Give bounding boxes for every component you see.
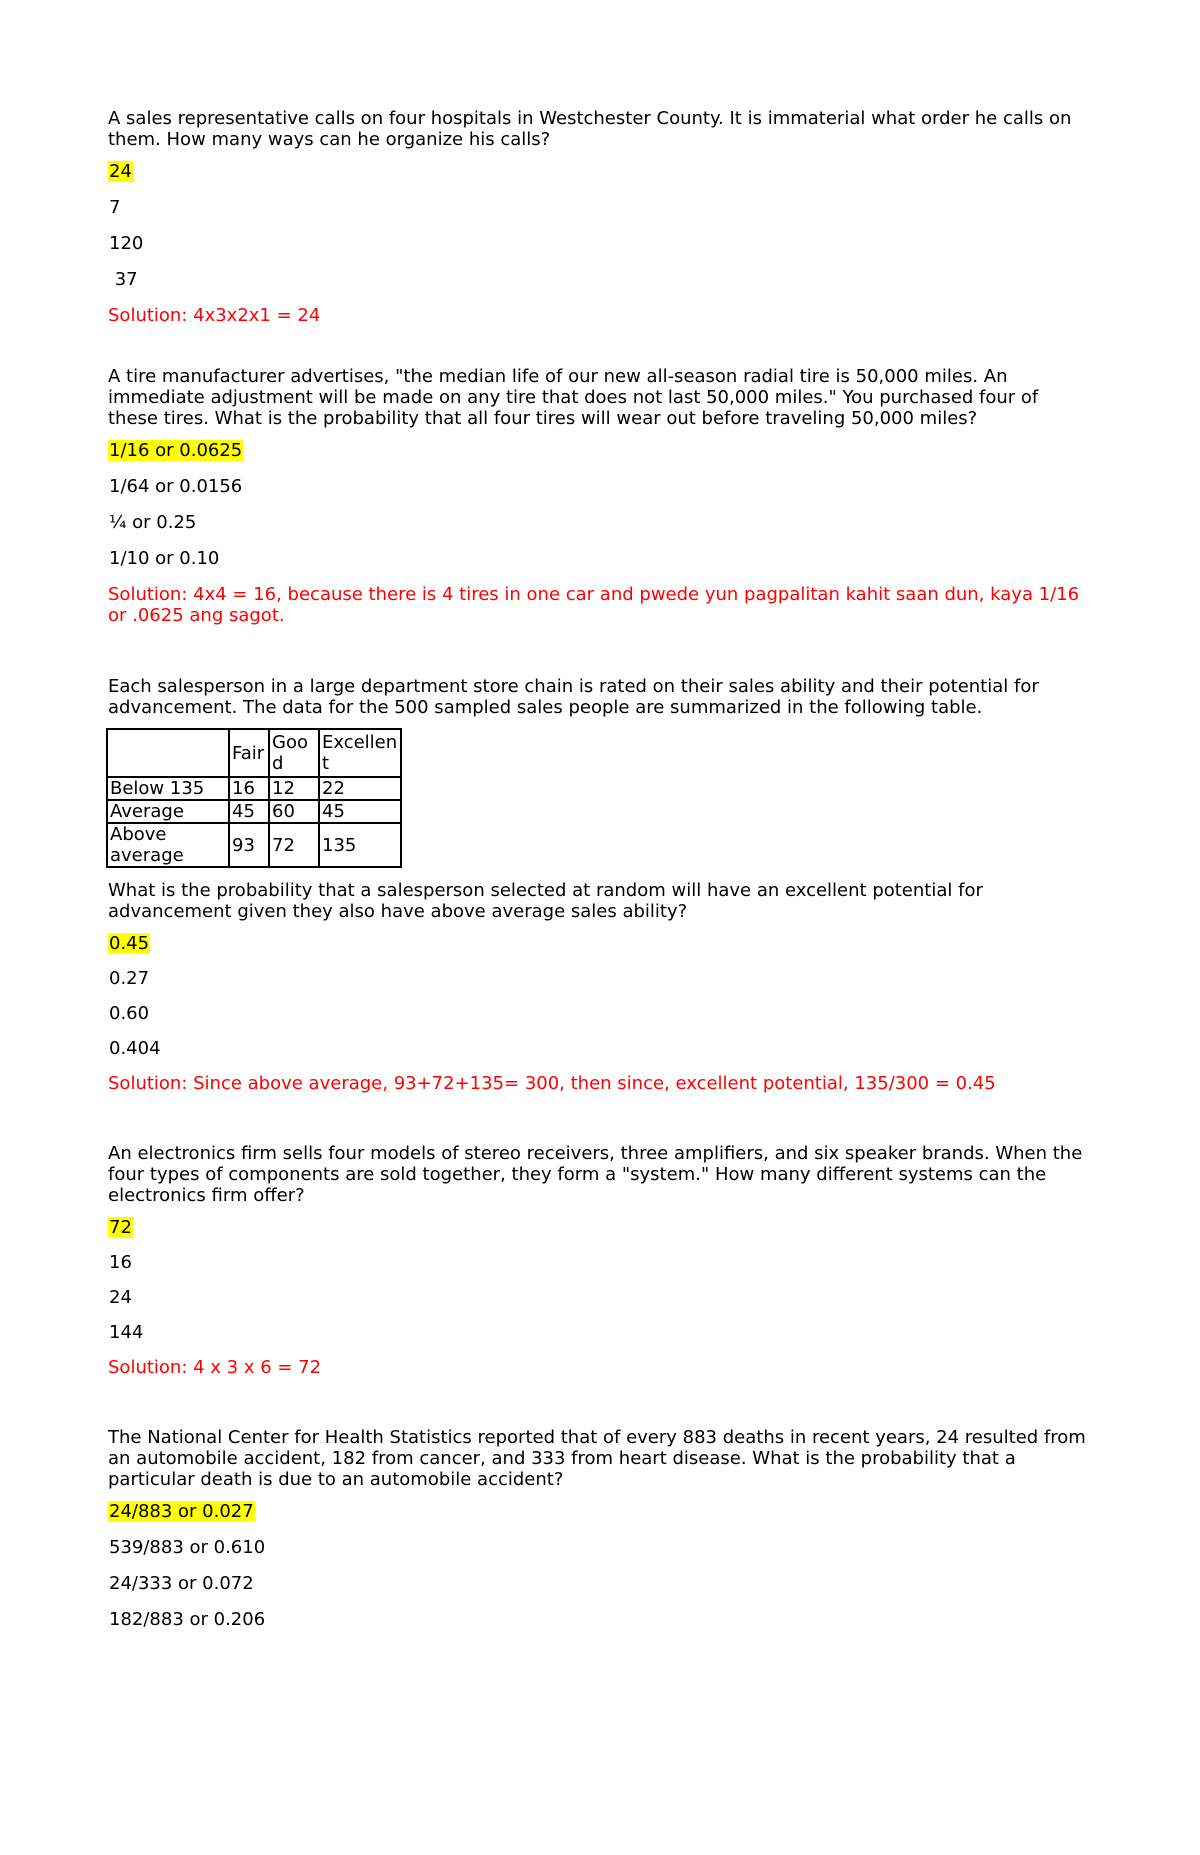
question-text: A tire manufacturer advertises, "the median life of our new all-season radial tire is 50,000 miles. An immediate adjustment will be made on any tire that does not last 50,000 miles." You purchased four of these tires. What is the probability that all four tires will wear out before traveling 50,000 miles?: [108, 366, 1039, 429]
answer-option: 24: [109, 1287, 132, 1308]
question-block: [108, 366, 1088, 626]
answer-option: 37: [109, 269, 138, 290]
table-cell: 72: [269, 823, 319, 867]
table-header-cell: Excellen t: [319, 729, 401, 777]
answer-option: 182/883 or 0.206: [109, 1609, 266, 1630]
table-cell: 16: [229, 777, 269, 800]
table-row: [107, 777, 401, 800]
table-cell: 22: [319, 777, 401, 800]
question-block: [108, 108, 1088, 326]
table-cell: 45: [229, 800, 269, 823]
question-text: What is the probability that a salesperson selected at random will have an excellent potential for advancement given they also have above average sales ability?: [108, 880, 983, 922]
question-block: [108, 676, 1088, 1094]
answer-option: 7: [109, 197, 121, 218]
solution-text: Solution: 4x4 = 16, because there is 4 tires in one car and pwede yun pagpalitan kahit saan dun, kaya 1/16 or .0625 ang sagot.: [108, 584, 1080, 626]
answer-option-correct: 24/883 or 0.027: [109, 1501, 254, 1522]
question-block: [108, 1143, 1088, 1378]
answer-option: 0.404: [109, 1038, 161, 1059]
table-header-row: [107, 729, 401, 777]
question-block: [108, 1427, 1088, 1630]
question-text: An electronics firm sells four models of stereo receivers, three amplifiers, and six speaker brands. When the four types of components are sold together, they form a "system." How many different systems can the electronics firm offer?: [108, 1143, 1083, 1206]
answer-option: 16: [109, 1252, 132, 1273]
answer-option: 1/64 or 0.0156: [109, 476, 243, 497]
table-header-cell: Goo d: [269, 729, 319, 777]
answer-option: 539/883 or 0.610: [109, 1537, 266, 1558]
answer-option-correct: 1/16 or 0.0625: [109, 440, 243, 461]
answer-option: ¼ or 0.25: [109, 512, 197, 533]
answer-option-correct: 72: [109, 1217, 132, 1238]
table-cell: 135: [319, 823, 401, 867]
table-cell: 45: [319, 800, 401, 823]
table-row-label: Average: [107, 800, 229, 823]
answer-option: 1/10 or 0.10: [109, 548, 220, 569]
answer-option: 0.27: [109, 968, 150, 989]
table-header-cell: Fair: [229, 729, 269, 777]
table-row: [107, 800, 401, 823]
solution-text: Solution: Since above average, 93+72+135= 300, then since, excellent potential, 135/300 = 0.45: [108, 1073, 996, 1094]
ratings-table: [106, 728, 402, 868]
solution-text: Solution: 4x3x2x1 = 24: [108, 305, 321, 326]
question-text: The National Center for Health Statistics reported that of every 883 deaths in recent years, 24 resulted from an automobile accident, 182 from cancer, and 333 from heart disease. What is the probability that a particular death is due to an automobile accident?: [108, 1427, 1086, 1490]
question-text: A sales representative calls on four hospitals in Westchester County. It is immaterial what order he calls on them. How many ways can he organize his calls?: [108, 108, 1072, 150]
answer-option: 144: [109, 1322, 144, 1343]
answer-option-correct: 0.45: [109, 933, 150, 954]
answer-option-correct: 24: [109, 161, 132, 182]
table-row-label: Below 135: [107, 777, 229, 800]
document-page: [108, 108, 1088, 1645]
answer-option: 24/333 or 0.072: [109, 1573, 254, 1594]
answer-option: 0.60: [109, 1003, 150, 1024]
table-cell: 60: [269, 800, 319, 823]
table-row-label: Above average: [107, 823, 229, 867]
table-row: [107, 823, 401, 867]
table-cell: 93: [229, 823, 269, 867]
answer-option: 120: [109, 233, 144, 254]
question-text: Each salesperson in a large department store chain is rated on their sales ability and their potential for advancement. The data for the 500 sampled sales people are summarized in the following table.: [108, 676, 1039, 718]
table-cell: [107, 729, 229, 777]
solution-text: Solution: 4 x 3 x 6 = 72: [108, 1357, 322, 1378]
table-cell: 12: [269, 777, 319, 800]
